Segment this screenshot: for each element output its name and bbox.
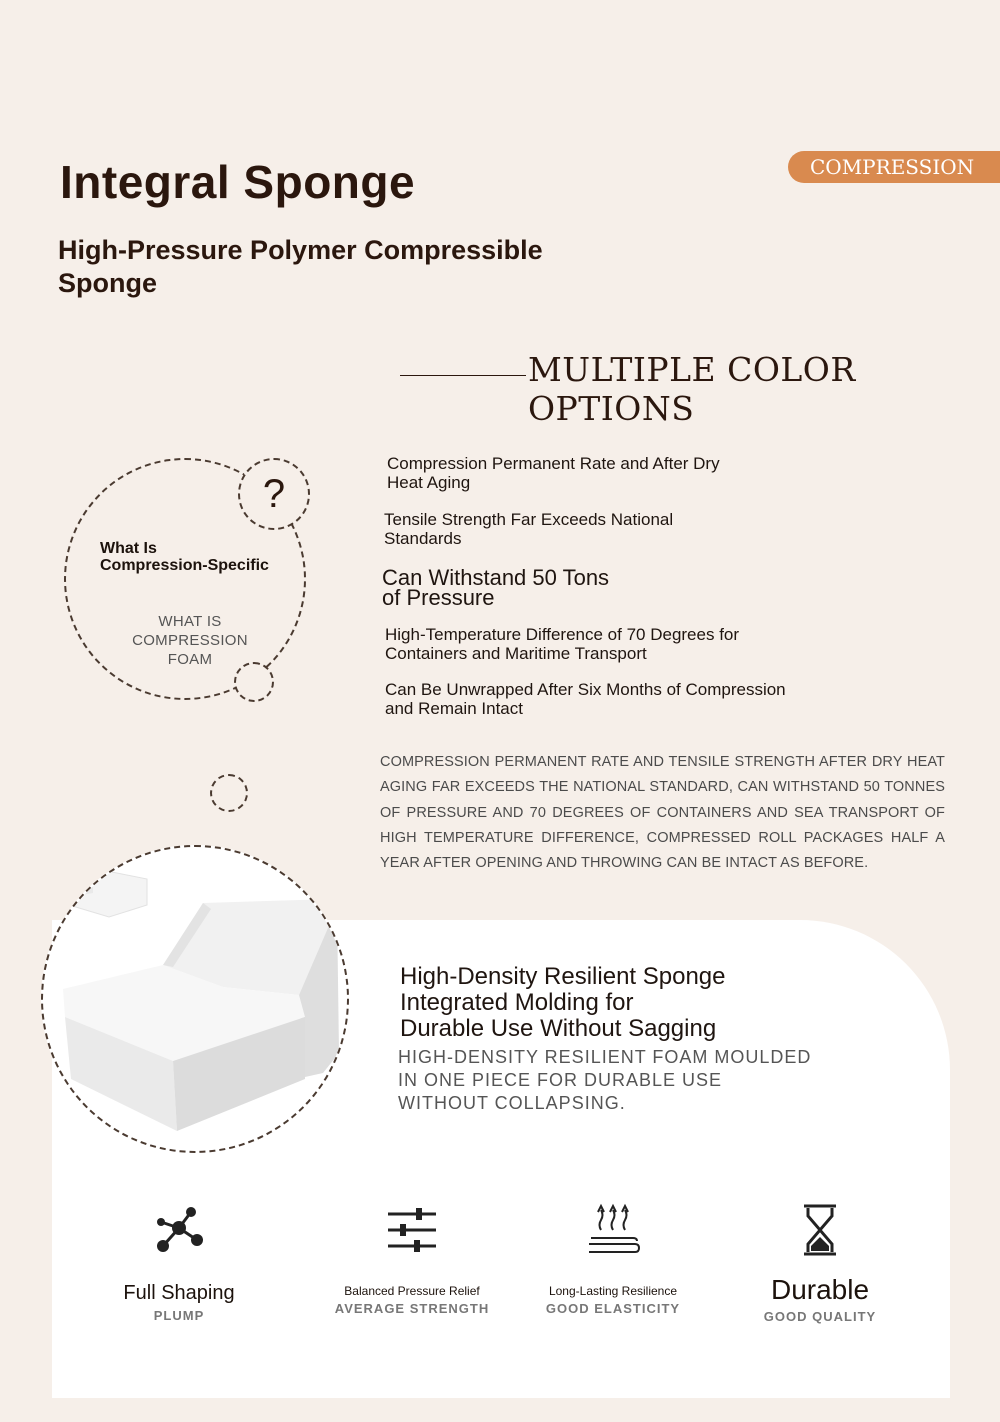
feature-item	[385, 625, 739, 663]
feature-item	[385, 680, 786, 718]
page-title: Integral Sponge	[60, 156, 416, 208]
sofa-photo	[41, 845, 349, 1153]
feature-line2: of Pressure	[382, 585, 495, 610]
feature-item	[382, 565, 610, 610]
feature-label: Long-Lasting Resilience	[548, 1284, 678, 1298]
feature-line2: Heat Aging	[387, 473, 471, 492]
feature-balanced-pressure	[302, 1200, 522, 1316]
feature-full-shaping	[69, 1200, 289, 1323]
sliders-icon	[382, 1200, 442, 1260]
hourglass-icon	[790, 1200, 850, 1260]
feature-sublabel: GOOD ELASTICITY	[545, 1301, 681, 1316]
what-is-subtitle	[118, 612, 262, 669]
sofa-illustration	[43, 847, 349, 1153]
feature-long-lasting	[503, 1200, 723, 1316]
feature-line2: Containers and Maritime Transport	[385, 644, 647, 663]
hd-title-line3: Durable Use Without Sagging	[400, 1015, 717, 1042]
feature-sublabel: PLUMP	[153, 1308, 205, 1323]
feature-item	[384, 510, 673, 548]
what-is-title-line2: Compression-Specific	[100, 557, 269, 574]
feature-line2: and Remain Intact	[385, 699, 523, 718]
hd-sub-line2: IN ONE PIECE FOR DURABLE USE	[398, 1070, 723, 1090]
question-mark-icon: ?	[238, 458, 310, 530]
feature-line1: Compression Permanent Rate and After Dry	[387, 454, 720, 473]
feature-label: Durable	[770, 1274, 870, 1305]
what-is-title	[100, 540, 300, 574]
what-is-title-line1: What Is	[100, 540, 157, 557]
high-density-subtitle	[398, 1046, 811, 1115]
what-is-sub-line2: COMPRESSION	[132, 632, 248, 649]
feature-line1: Tensile Strength Far Exceeds National	[384, 510, 674, 529]
feature-line1: Can Be Unwrapped After Six Months of Compression	[385, 680, 786, 699]
compression-tag: COMPRESSION	[788, 151, 1000, 183]
description-paragraph: COMPRESSION PERMANENT RATE AND TENSILE STRENGTH AFTER DRY HEAT AGING FAR EXCEEDS THE NATIONAL STANDARD, CAN WITHSTAND 50 TONNES OF PRESSURE AND 70 DEGREES OF CONTAINERS AND SEA TRANSPORT OF HIGH TEMPERATURE DIFFERENCE, COMPRESSED ROLL PACKAGES HALF A YEAR AFTER OPENING AND THROWING CAN BE INTACT AS BEFORE.	[380, 754, 945, 872]
what-is-sub-line1: WHAT IS	[158, 613, 222, 630]
hd-sub-line3: WITHOUT COLLAPSING.	[398, 1093, 626, 1113]
what-is-sub-line3: FOAM	[167, 651, 213, 668]
feature-durable	[710, 1200, 930, 1324]
feature-item	[387, 454, 720, 492]
heat-waves-icon	[581, 1200, 645, 1260]
feature-sublabel: GOOD QUALITY	[763, 1309, 877, 1324]
hd-sub-line1: HIGH-DENSITY RESILIENT FOAM MOULDED	[398, 1047, 812, 1067]
hd-title-line1: High-Density Resilient Sponge	[400, 963, 726, 990]
color-options-heading: MULTIPLE COLOR OPTIONS	[528, 350, 856, 428]
feature-line2: Standards	[384, 529, 462, 548]
high-density-title	[400, 964, 726, 1042]
divider-line	[400, 375, 526, 376]
feature-line1: High-Temperature Difference of 70 Degrees for	[385, 625, 740, 644]
feature-sublabel: AVERAGE STRENGTH	[334, 1301, 490, 1316]
molecule-icon	[149, 1200, 209, 1260]
floating-bubble	[210, 774, 248, 812]
feature-line1: Can Withstand 50 Tons	[382, 565, 610, 590]
page-subtitle: High-Pressure Polymer Compressible Sponge	[58, 235, 543, 298]
feature-label: Full Shaping	[123, 1282, 235, 1304]
hd-title-line2: Integrated Molding for	[400, 989, 634, 1016]
feature-label: Balanced Pressure Relief	[344, 1284, 480, 1298]
